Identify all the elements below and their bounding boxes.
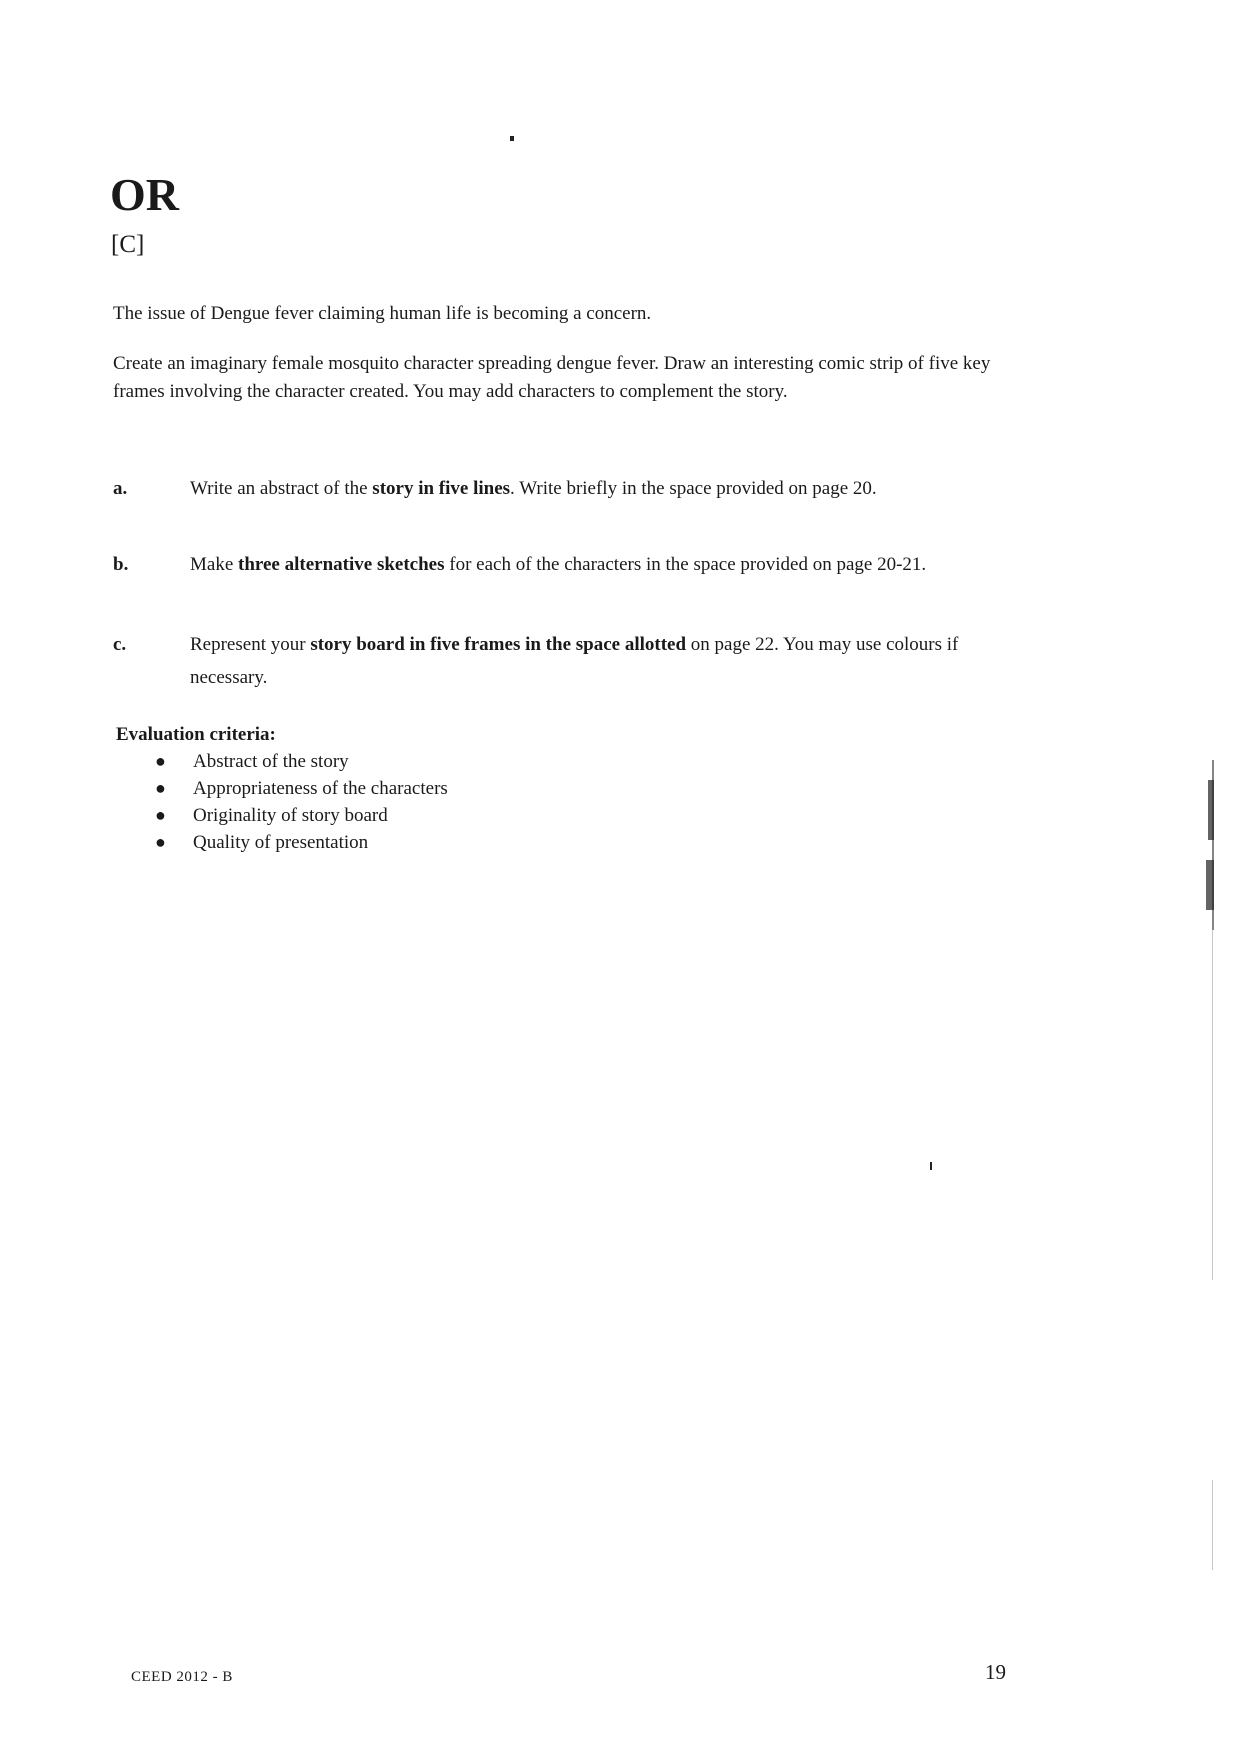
item-text — [190, 472, 1010, 505]
item-marker: c. — [113, 634, 127, 655]
item-bold-text: story board in five frames in the space allotted — [310, 634, 687, 655]
list-item — [150, 802, 448, 829]
bullet-icon: ● — [155, 832, 166, 852]
item-lead-text: Represent your — [190, 634, 311, 655]
scan-speck — [930, 1162, 932, 1170]
list-item — [150, 775, 448, 802]
section-label: [C] — [111, 231, 145, 258]
item-marker: a. — [113, 478, 128, 499]
task-paragraph: Create an imaginary female mosquito character spreading dengue fever. Draw an interesting comic strip of five key frames involving the character created. You may add characters to complement the story. — [113, 353, 991, 402]
item-lead-text: Make — [190, 554, 239, 575]
evaluation-criteria-list — [150, 748, 448, 856]
criterion-text: Abstract of the story — [193, 751, 349, 772]
intro-text: The issue of Dengue fever claiming human life is becoming a concern. — [113, 303, 652, 324]
scan-speck — [510, 136, 514, 141]
bullet-icon: ● — [155, 751, 166, 771]
criterion-text: Quality of presentation — [193, 832, 369, 853]
evaluation-title: Evaluation criteria: — [116, 724, 276, 745]
scan-edge-mark — [1212, 1480, 1213, 1570]
item-bold-text: story in five lines — [372, 478, 511, 499]
list-item — [150, 829, 448, 856]
item-bold-text: three alternative sketches — [238, 554, 445, 575]
list-item — [150, 748, 448, 775]
item-tail-text: for each of the characters in the space provided on page 20-21. — [444, 554, 927, 575]
criterion-text: Appropriateness of the characters — [193, 778, 448, 799]
scan-edge-mark — [1206, 860, 1214, 910]
criterion-text: Originality of story board — [193, 805, 388, 826]
footer-exam-code: CEED 2012 - B — [131, 1669, 233, 1685]
item-tail-text: on page 22. You may use colours if necessary. — [190, 634, 959, 688]
item-marker: b. — [113, 554, 129, 575]
scan-edge-mark — [1208, 780, 1214, 840]
section-heading: OR — [110, 169, 179, 220]
scan-edge-mark — [1212, 930, 1213, 1280]
item-text — [190, 548, 1010, 581]
bullet-icon: ● — [155, 805, 166, 825]
page-number: 19 — [985, 1660, 1006, 1684]
item-lead-text: Write an abstract of the — [190, 478, 373, 499]
bullet-icon: ● — [155, 778, 166, 798]
item-text — [190, 628, 1010, 694]
item-tail-text: . Write briefly in the space provided on page 20. — [510, 478, 877, 499]
